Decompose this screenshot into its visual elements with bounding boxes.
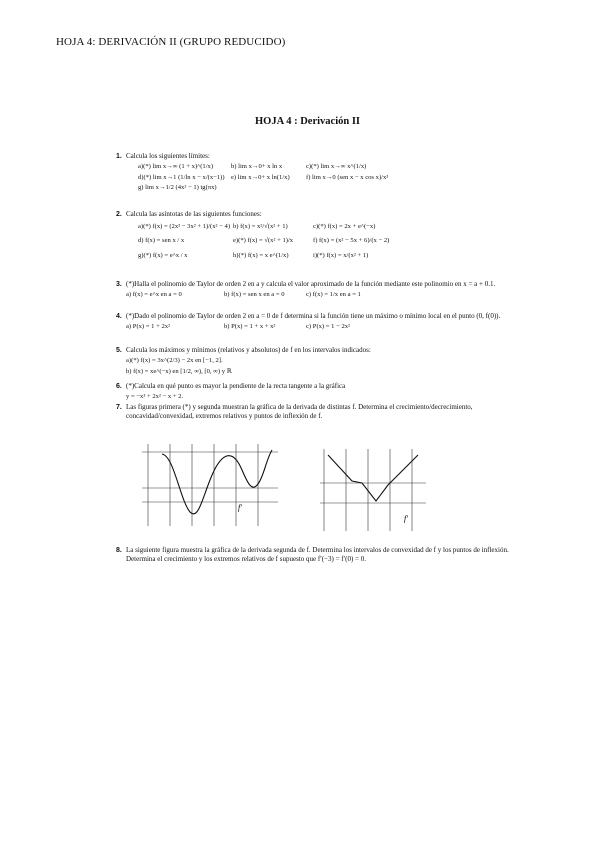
item-1d: d)(*) lim x→1 (1/ln x − x/(x−1)) bbox=[138, 173, 225, 181]
item-2b: b) f(x) = x²/√(x² + 1) bbox=[233, 223, 288, 230]
problem-2 bbox=[116, 210, 518, 261]
item-3b: b) f(x) = sen x en a = 0 bbox=[224, 291, 285, 298]
item-2g: g)(*) f(x) = e^x / x bbox=[138, 252, 188, 259]
item-row bbox=[126, 367, 518, 377]
item-row bbox=[138, 236, 518, 246]
item-row bbox=[126, 392, 518, 402]
item-1c: c)(*) lim x→∞ x^(1/x) bbox=[306, 163, 367, 170]
item-3c: c) f(x) = 1/x en a = 1 bbox=[306, 291, 361, 298]
derivative-polyline bbox=[328, 455, 418, 501]
item-1f: f) lim x→0 (sen x − x cos x)/x³ bbox=[306, 173, 389, 181]
item-1b: b) lim x→0+ x ln x bbox=[231, 163, 283, 170]
header-title: HOJA 4: DERIVACIÓN II (GRUPO REDUCIDO) bbox=[56, 36, 286, 48]
item-6: y = −x³ + 2x² − x + 2. bbox=[126, 393, 184, 400]
problem-8 bbox=[116, 546, 518, 564]
item-row bbox=[138, 251, 518, 261]
problem-number: 4. bbox=[116, 313, 122, 320]
item-4c: c) P(x) = 1 − 2x² bbox=[306, 323, 351, 330]
item-2f: f) f(x) = (x² − 5x + 6)/(x − 2) bbox=[313, 236, 390, 244]
item-1g: g) lim x→1/2 (4x² − 1) tg(πx) bbox=[138, 184, 217, 191]
problem-6 bbox=[116, 382, 518, 402]
problem-7 bbox=[116, 403, 518, 421]
problem-text: Calcula los siguientes límites: bbox=[126, 152, 210, 160]
item-row bbox=[138, 183, 518, 193]
problem-1 bbox=[116, 152, 518, 193]
graph-label: f′ bbox=[404, 514, 408, 523]
graph-right-derivative bbox=[318, 445, 428, 535]
item-2a: a)(*) f(x) = (2x³ − 3x² + 1)/(x² − 4) bbox=[138, 223, 231, 230]
item-2i: i)(*) f(x) = x/(x² + 1) bbox=[313, 252, 369, 259]
problem-text: Calcula los máximos y mínimos (relativos y absolutos) de f en los intervalos indicados: bbox=[126, 346, 371, 354]
item-row bbox=[138, 173, 518, 183]
problem-3 bbox=[116, 280, 518, 300]
derivative-curve bbox=[162, 450, 272, 514]
problem-number: 2. bbox=[116, 211, 122, 218]
item-5b: b) f(x) = xe^(−x) en [1/2, ∞), [0, ∞) y ℝ bbox=[126, 367, 232, 375]
problem-text: (*)Dado el polinomio de Taylor de orden 2 en a = 0 de f determina si la función tiene un máximo o mínimo local en el punto (0, f(0)). bbox=[126, 312, 501, 320]
item-2h: h)(*) f(x) = x e^(1/x) bbox=[233, 252, 289, 259]
problem-text: La siguiente figura muestra la gráfica de la derivada segunda de f. Determina los intervalos de convexidad de f y los puntos de inflexión. Determina el crecimiento y los extremos relativos de f supuesto que f′(−3) = f′(0) = 0. bbox=[126, 546, 509, 563]
item-4a: a) P(x) = 1 + 2x² bbox=[126, 323, 171, 330]
grid-lines bbox=[320, 449, 426, 531]
item-3a: a) f(x) = e^x en a = 0 bbox=[126, 291, 182, 298]
item-5a: a)(*) f(x) = 3x^(2/3) − 2x en [−1, 2]. bbox=[126, 357, 223, 364]
item-row bbox=[126, 356, 518, 366]
item-1e: e) lim x→0+ x ln(1/x) bbox=[231, 173, 290, 181]
problem-number: 7. bbox=[116, 404, 122, 411]
item-row bbox=[126, 290, 518, 300]
problem-5 bbox=[116, 346, 518, 376]
problem-number: 5. bbox=[116, 347, 122, 354]
item-4b: b) P(x) = 1 + x + x² bbox=[224, 323, 276, 330]
problem-text: (*)Halla el polinomio de Taylor de orden 2 en a y calcula el valor aproximado de la función mediante este polinomio en x = a + 0.1. bbox=[126, 280, 496, 288]
item-row bbox=[138, 222, 518, 232]
graph-left-derivative bbox=[140, 440, 280, 530]
problem-number: 1. bbox=[116, 153, 122, 160]
item-2c: c)(*) f(x) = 2x + e^(−x) bbox=[313, 223, 376, 230]
problem-text: Las figuras primera (*) y segunda muestran la gráfica de la derivada de distintas f. Determina el crecimiento/decrecimiento, concavidad/convexidad, extremos relativos y puntos de inflexión de f. bbox=[126, 403, 473, 420]
item-2d: d) f(x) = sen x / x bbox=[138, 236, 185, 244]
item-1a: a)(*) lim x→∞ (1 + x)^(1/x) bbox=[138, 163, 214, 170]
problem-number: 8. bbox=[116, 547, 122, 554]
item-2e: e)(*) f(x) = √(x² + 1)/x bbox=[233, 236, 294, 244]
problem-text: Calcula las asíntotas de las siguientes funciones: bbox=[126, 210, 262, 218]
problem-text: (*)Calcula en qué punto es mayor la pendiente de la recta tangente a la gráfica bbox=[126, 382, 346, 390]
item-row bbox=[138, 162, 518, 172]
item-row bbox=[126, 322, 518, 332]
problem-4 bbox=[116, 312, 518, 332]
graph-label: f′ bbox=[238, 503, 242, 512]
sheet-title: HOJA 4 : Derivación II bbox=[255, 116, 360, 127]
problem-number: 6. bbox=[116, 383, 122, 390]
problem-number: 3. bbox=[116, 281, 122, 288]
